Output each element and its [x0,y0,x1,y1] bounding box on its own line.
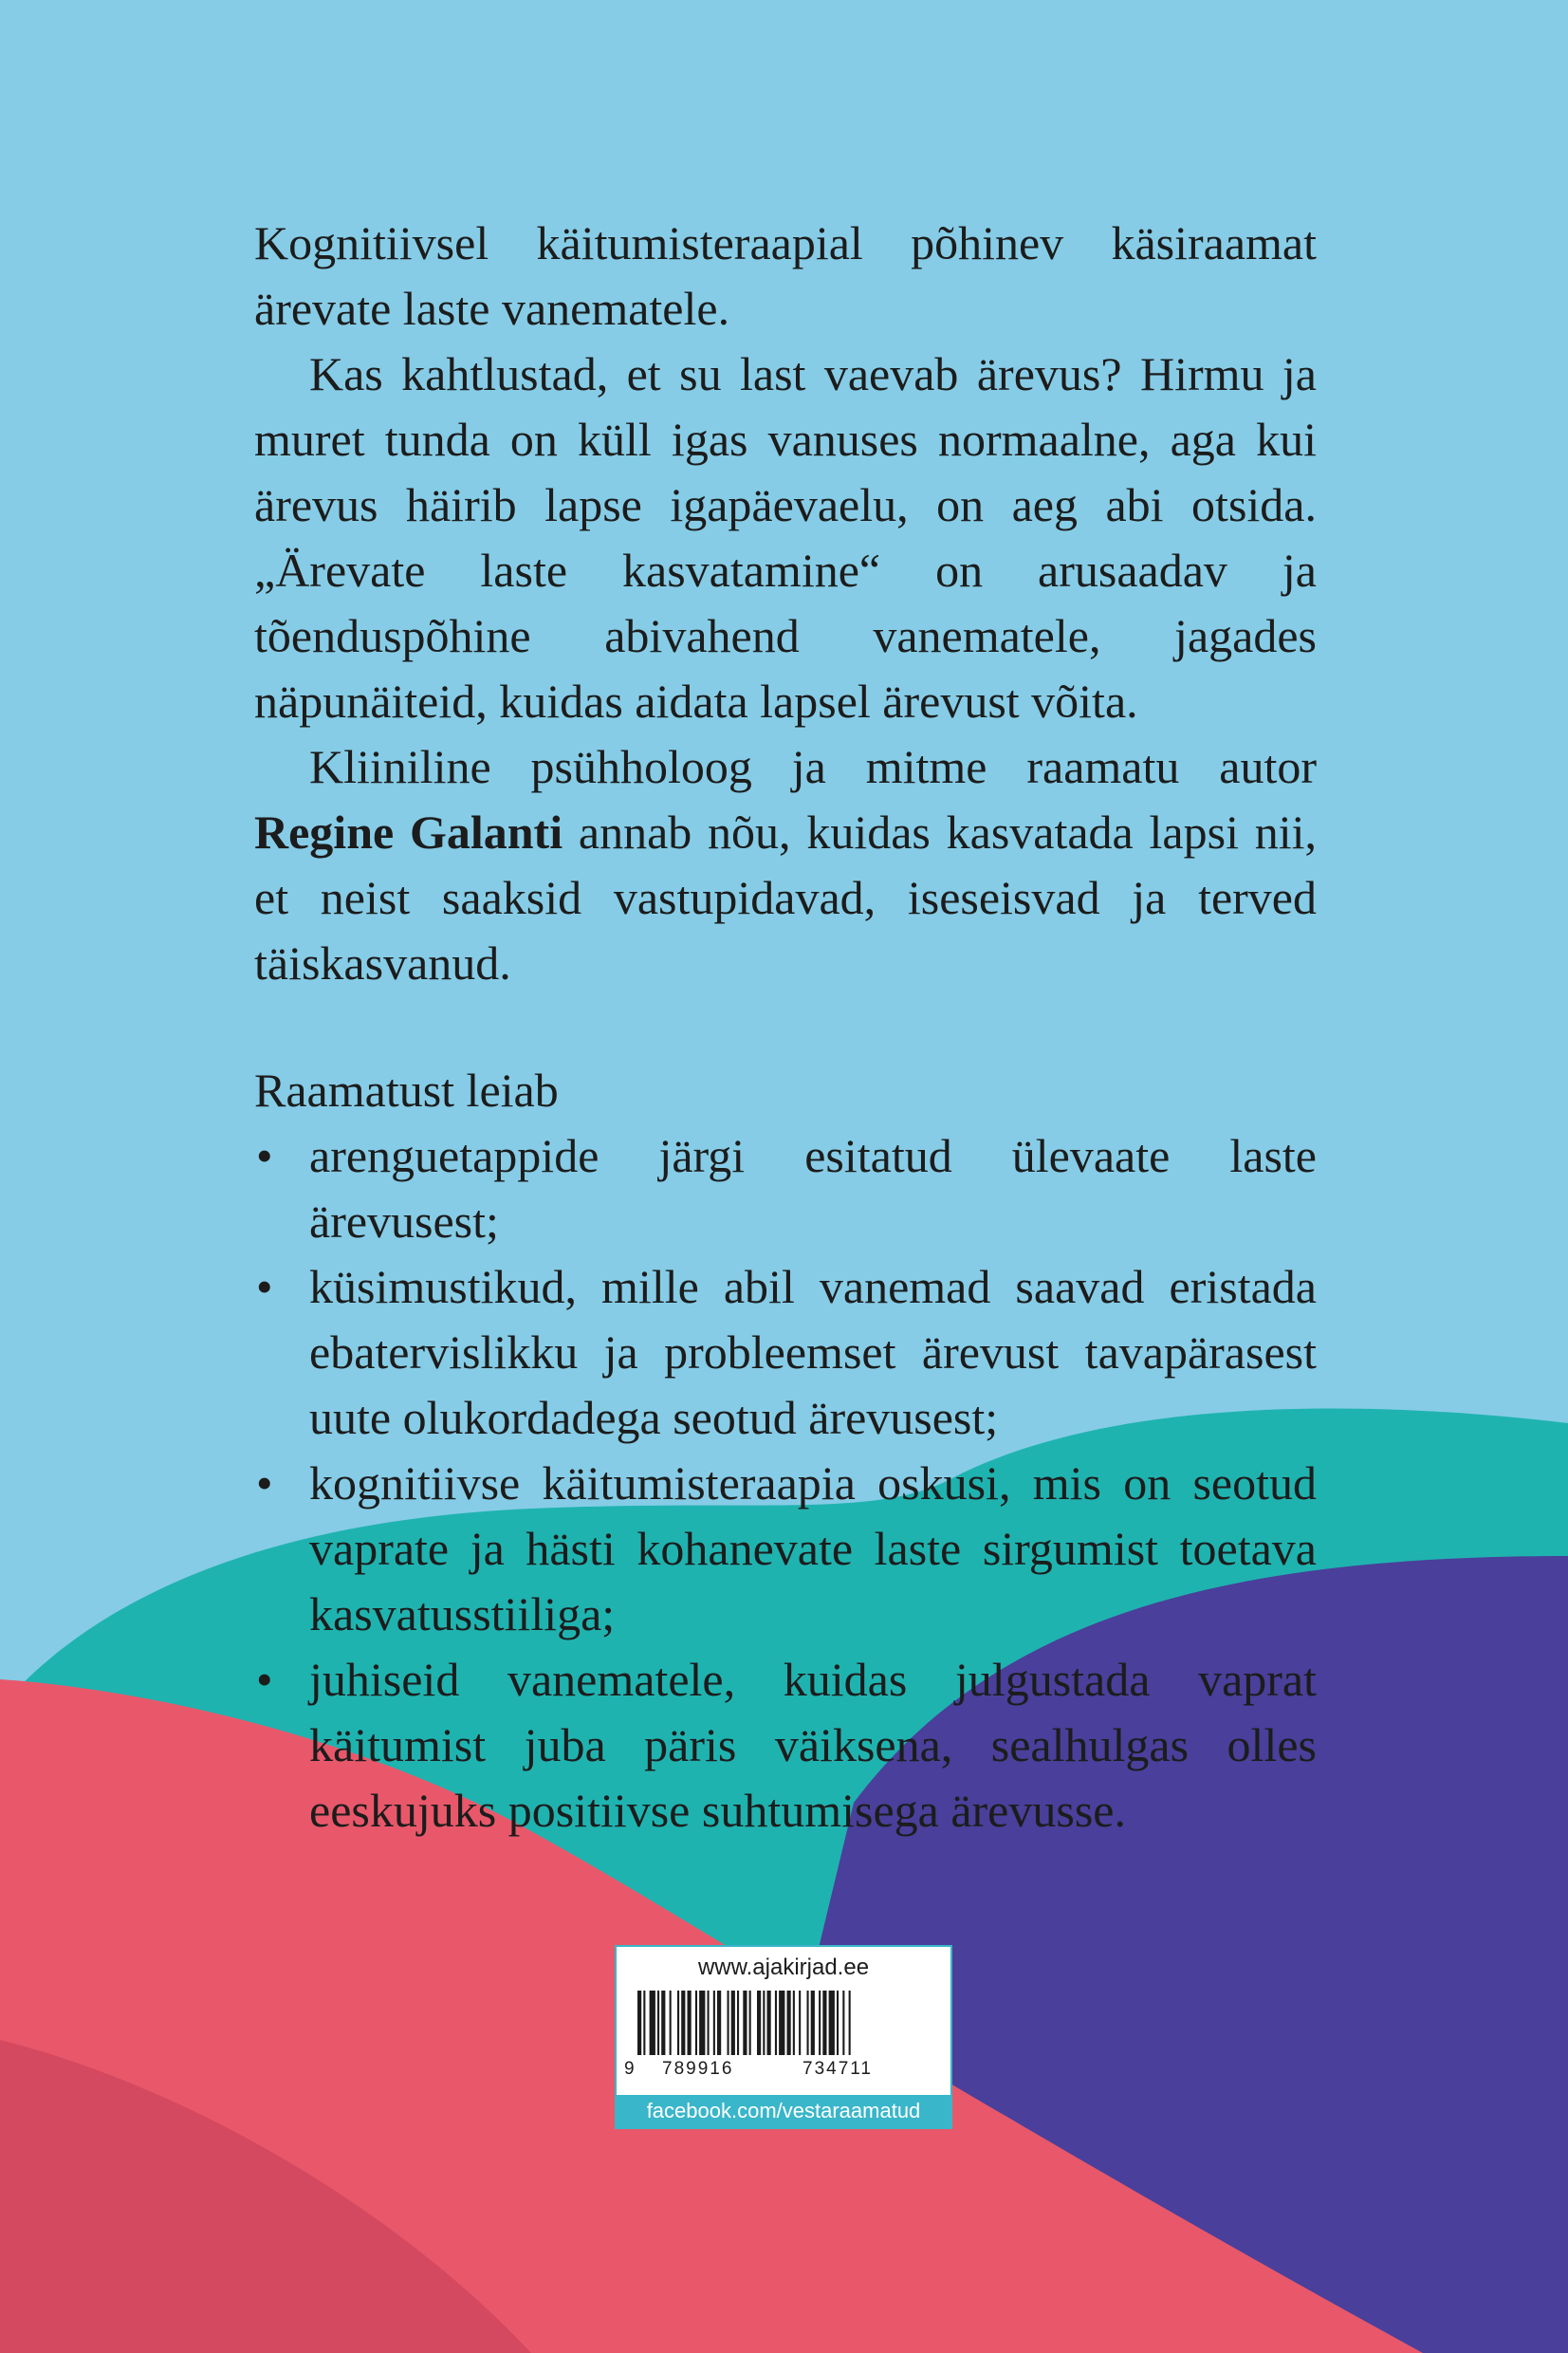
barcode-bar [819,1991,821,2055]
facebook-link[interactable]: facebook.com/vestaraamatud [617,2095,950,2127]
bullet-icon: • [256,1260,273,1313]
intro-paragraph: Kognitiivsel käitumisteraapial põhinev käsiraamat ärevate laste vanematele. [254,216,1317,335]
list-item [254,1451,1317,1647]
contents-list [254,1123,1317,1843]
barcode-bar [822,1991,826,2055]
author-name: Regine Galanti [254,806,563,859]
back-cover-text [254,211,1317,1843]
barcode-bar [775,1991,777,2055]
barcode-bar [757,1991,761,2055]
barcode-bar [650,1991,655,2055]
barcode-bar [661,1991,665,2055]
barcode-digits-left: 789916 [662,2059,734,2079]
list-item-text: kognitiivse käitumisteraapia oskusi, mis on seotud vaprate ja hästi kohanevate laste sirgumist toetava kasvatusstiiliga; [309,1456,1317,1640]
barcode-bar [767,1991,771,2055]
barcode-bar [829,1991,835,2055]
author-outro-text: annab nõu, kuidas kasvatada lapsi nii, et neist saaksid vastupidavad, iseseisvad ja terved täiskasvanud. [254,806,1318,990]
barcode-digits-right: 734711 [802,2059,873,2079]
bullet-icon: • [256,1653,273,1706]
barcode-bar [688,1991,692,2055]
barcode-bar [837,1991,839,2055]
barcode-bar [849,1991,851,2055]
barcode-bar [681,1991,685,2055]
list-item-text: küsimustikud, mille abil vanemad saavad eristada ebatervislikku ja probleemset ärevust tavapärasest uute olukordadega seotud ärevusest; [309,1260,1317,1444]
barcode-bar [657,1991,659,2055]
publisher-website: www.ajakirjad.ee [697,1955,870,1980]
barcode-bar [695,1991,697,2055]
barcode-bar [699,1991,705,2055]
barcode-bar [779,1991,784,2055]
isbn-barcode-box [615,1945,952,2129]
barcode-bar [749,1991,751,2055]
list-item [254,1123,1317,1254]
barcode-bar [731,1991,735,2055]
bullet-icon: • [256,1129,273,1182]
barcode-bar [799,1991,801,2055]
barcode-bar [743,1991,747,2055]
barcode-digit-first: 9 [624,2059,636,2079]
barcode-bar [728,1991,729,2055]
barcode-bar [643,1991,645,2055]
list-item [254,1647,1317,1843]
barcode-icon [637,1991,933,2059]
barcode-bar [708,1991,710,2055]
list-item-text: juhiseid vanematele, kuidas julgustada vaprat käitumist juba päris väiksena, sealhulgas olles eeskujuks positiivse suhtumisega ärevusse. [309,1653,1317,1837]
description-paragraph: Kas kahtlustad, et su last vaevab ärevus? Hirmu ja muret tunda on küll igas vanuses normaalne, aga kui ärevus häirib lapse igapäevaelu, on aeg abi otsida. „Ärevate laste kasvatamine“ on arusaadav ja tõenduspõhine abivahend vanematele, jagades näpunäiteid, kuidas aidata lapsel ärevust võita. [254,347,1317,728]
list-item [254,1254,1317,1451]
barcode-bar [637,1991,641,2055]
barcode-bar [677,1991,679,2055]
barcode-bar [737,1991,739,2055]
author-paragraph [254,734,1317,996]
list-item-text: arenguetappide järgi esitatud ülevaate laste ärevusest; [309,1129,1317,1248]
barcode-bar [717,1991,721,2055]
bullet-icon: • [256,1456,273,1510]
barcode-bar [807,1991,809,2055]
list-heading: Raamatust leiab [254,1064,559,1117]
barcode-bar [763,1991,765,2055]
barcode-bar [713,1991,715,2055]
barcode-bar [793,1991,795,2055]
barcode-bar [811,1991,815,2055]
barcode-bar [670,1991,672,2055]
barcode-bar [787,1991,791,2055]
barcode-bar [842,1991,844,2055]
author-intro-text: Kliiniline psühholoog ja mitme raamatu autor [309,740,1317,793]
